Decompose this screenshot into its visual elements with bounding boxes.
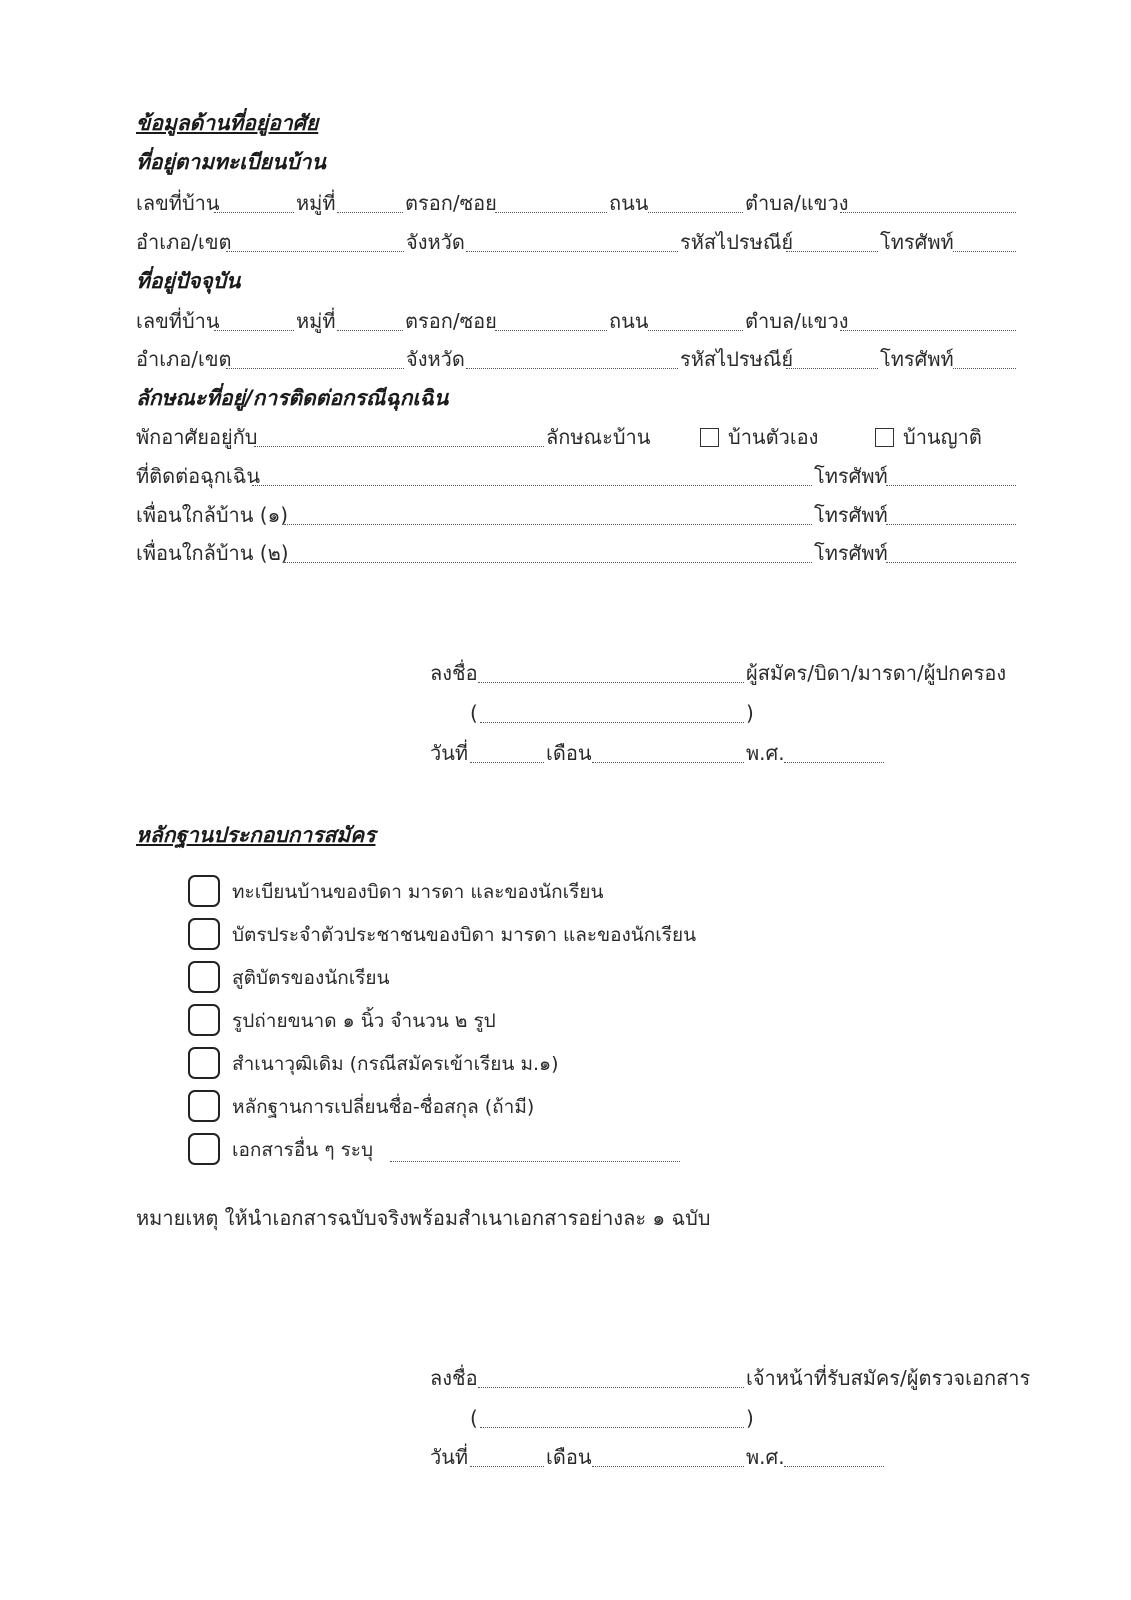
applicant-name-field[interactable] <box>480 722 744 723</box>
neighbor-2-phone-field[interactable] <box>886 562 1016 563</box>
applicant-date-field[interactable] <box>470 762 544 763</box>
cur-district-label: อำเภอ/เขต <box>136 347 232 371</box>
neighbor-1-phone-field[interactable] <box>886 524 1016 525</box>
officer-sign-label: ลงชื่อ <box>430 1366 478 1390</box>
officer-sign-field[interactable] <box>478 1387 744 1388</box>
cur-subdistrict-field[interactable] <box>840 330 1016 331</box>
reg-phone-field[interactable] <box>953 251 1016 252</box>
applicant-month-field[interactable] <box>592 762 744 763</box>
emergency-contact-field[interactable] <box>252 485 812 486</box>
applicant-year-field[interactable] <box>784 762 884 763</box>
officer-date-field[interactable] <box>470 1466 544 1467</box>
cur-postcode-label: รหัสไปรษณีย์ <box>680 347 794 371</box>
evidence-note: หมายเหตุ ให้นำเอกสารฉบับจริงพร้อมสำเนาเอกสารอย่างละ ๑ ฉบับ <box>136 1206 711 1230</box>
reg-house-no-label: เลขที่บ้าน <box>136 191 220 215</box>
officer-month-field[interactable] <box>592 1466 744 1467</box>
applicant-year-label: พ.ศ. <box>746 741 785 765</box>
applicant-sign-field[interactable] <box>478 682 744 683</box>
reg-moo-label: หมู่ที่ <box>296 191 336 215</box>
cur-road-field[interactable] <box>648 330 743 331</box>
evidence-item-7: เอกสารอื่น ๆ ระบุ <box>232 1139 374 1161</box>
reg-postcode-field[interactable] <box>786 251 878 252</box>
cur-road-label: ถนน <box>609 309 649 333</box>
reg-postcode-label: รหัสไปรษณีย์ <box>680 230 794 254</box>
cur-soi-field[interactable] <box>495 330 607 331</box>
own-house-label: บ้านตัวเอง <box>728 425 819 449</box>
cur-province-field[interactable] <box>466 368 678 369</box>
reg-district-label: อำเภอ/เขต <box>136 230 232 254</box>
relative-house-label: บ้านญาติ <box>903 425 982 449</box>
evidence-checkbox-7[interactable] <box>188 1133 220 1165</box>
relative-house-checkbox[interactable] <box>875 428 894 447</box>
current-address-heading: ที่อยู่ปัจจุบัน <box>136 269 241 293</box>
reg-phone-label: โทรศัพท์ <box>880 230 954 254</box>
neighbor-2-phone-label: โทรศัพท์ <box>814 541 888 565</box>
neighbor-2-field[interactable] <box>284 562 812 563</box>
evidence-item-4: รูปถ่ายขนาด ๑ นิ้ว จำนวน ๒ รูป <box>232 1010 496 1032</box>
evidence-item-1: ทะเบียนบ้านของบิดา มารดา และของนักเรียน <box>232 881 604 903</box>
applicant-sign-label: ลงชื่อ <box>430 661 478 685</box>
officer-date-label: วันที่ <box>430 1445 469 1469</box>
cur-district-field[interactable] <box>226 368 404 369</box>
emergency-phone-field[interactable] <box>886 485 1016 486</box>
cur-phone-field[interactable] <box>953 368 1016 369</box>
cur-postcode-field[interactable] <box>786 368 878 369</box>
reg-subdistrict-field[interactable] <box>840 212 1016 213</box>
officer-role: เจ้าหน้าที่รับสมัคร/ผู้ตรวจเอกสาร <box>746 1366 1031 1390</box>
reg-soi-label: ตรอก/ซอย <box>405 191 497 215</box>
emergency-contact-label: ที่ติดต่อฉุกเฉิน <box>136 464 261 488</box>
cur-province-label: จังหวัด <box>406 347 465 371</box>
house-type-label: ลักษณะบ้าน <box>546 425 651 449</box>
evidence-item-3: สูติบัตรของนักเรียน <box>232 967 390 989</box>
cur-house-no-label: เลขที่บ้าน <box>136 309 220 333</box>
officer-open-paren: ( <box>470 1406 478 1430</box>
evidence-checkbox-4[interactable] <box>188 1004 220 1036</box>
neighbor-2-label: เพื่อนใกล้บ้าน (๒) <box>136 541 289 565</box>
reg-soi-field[interactable] <box>495 212 607 213</box>
evidence-checkbox-6[interactable] <box>188 1090 220 1122</box>
emergency-phone-label: โทรศัพท์ <box>814 464 888 488</box>
cur-moo-label: หมู่ที่ <box>296 309 336 333</box>
evidence-checkbox-2[interactable] <box>188 918 220 950</box>
applicant-month-label: เดือน <box>546 741 592 765</box>
section-title-residence: ข้อมูลด้านที่อยู่อาศัย <box>136 111 319 135</box>
reg-province-field[interactable] <box>466 251 678 252</box>
contact-heading: ลักษณะที่อยู่/การติดต่อกรณีฉุกเฉิน <box>136 386 449 410</box>
reg-road-label: ถนน <box>609 191 649 215</box>
neighbor-1-field[interactable] <box>284 524 812 525</box>
evidence-item-2: บัตรประจำตัวประชาชนของบิดา มารดา และของนักเรียน <box>232 924 697 946</box>
applicant-close-paren: ) <box>746 701 754 725</box>
officer-year-field[interactable] <box>784 1466 884 1467</box>
reg-district-field[interactable] <box>226 251 404 252</box>
evidence-other-field[interactable] <box>390 1161 680 1162</box>
evidence-checkbox-5[interactable] <box>188 1047 220 1079</box>
evidence-checkbox-3[interactable] <box>188 961 220 993</box>
evidence-item-5: สำเนาวุฒิเดิม (กรณีสมัครเข้าเรียน ม.๑) <box>232 1053 559 1075</box>
cur-house-no-field[interactable] <box>214 330 294 331</box>
living-with-field[interactable] <box>254 446 544 447</box>
registered-address-heading: ที่อยู่ตามทะเบียนบ้าน <box>136 150 326 174</box>
neighbor-1-label: เพื่อนใกล้บ้าน (๑) <box>136 503 289 527</box>
living-with-label: พักอาศัยอยู่กับ <box>136 425 258 449</box>
cur-soi-label: ตรอก/ซอย <box>405 309 497 333</box>
officer-month-label: เดือน <box>546 1445 592 1469</box>
reg-province-label: จังหวัด <box>406 230 465 254</box>
evidence-title: หลักฐานประกอบการสมัคร <box>136 823 376 847</box>
officer-name-field[interactable] <box>480 1427 744 1428</box>
applicant-role: ผู้สมัคร/บิดา/มารดา/ผู้ปกครอง <box>746 661 1007 685</box>
neighbor-1-phone-label: โทรศัพท์ <box>814 503 888 527</box>
cur-phone-label: โทรศัพท์ <box>880 347 954 371</box>
evidence-item-6: หลักฐานการเปลี่ยนชื่อ-ชื่อสกุล (ถ้ามี) <box>232 1096 535 1118</box>
reg-house-no-field[interactable] <box>214 212 294 213</box>
reg-subdistrict-label: ตำบล/แขวง <box>745 191 849 215</box>
reg-moo-field[interactable] <box>337 212 403 213</box>
applicant-open-paren: ( <box>470 701 478 725</box>
reg-road-field[interactable] <box>648 212 743 213</box>
evidence-checkbox-1[interactable] <box>188 875 220 907</box>
cur-moo-field[interactable] <box>337 330 403 331</box>
own-house-checkbox[interactable] <box>700 428 719 447</box>
cur-subdistrict-label: ตำบล/แขวง <box>745 309 849 333</box>
officer-close-paren: ) <box>746 1406 754 1430</box>
officer-year-label: พ.ศ. <box>746 1445 785 1469</box>
applicant-date-label: วันที่ <box>430 741 469 765</box>
